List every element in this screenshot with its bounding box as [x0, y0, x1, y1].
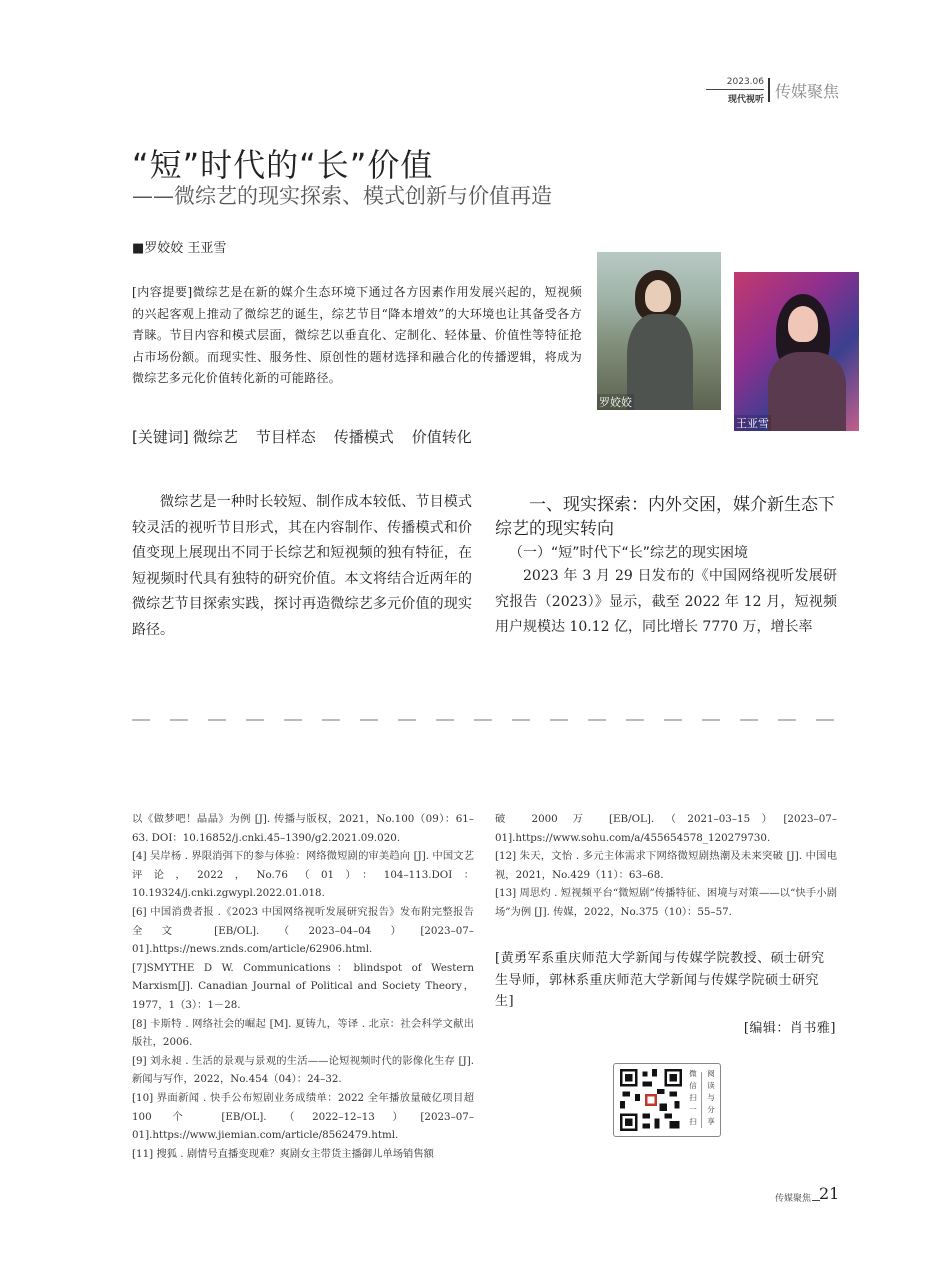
- editor-credit: [编辑：肖书雅]: [743, 1021, 836, 1036]
- reference-item: [6] 中国消费者报 .《2023 中国网络视听发展研究报告》发布附完整报告全文 [EB/OL].（2023–04–04）[2023–07–01].https://news.znds.com/article/62906.html.: [132, 905, 474, 956]
- author-line: ■罗姣姣 王亚雪: [132, 241, 227, 256]
- section-name: 传媒聚焦: [775, 82, 840, 101]
- reference-item: 破 2000 万 [EB/OL].（2021–03–15）[2023–07–01].https://www.sohu.com/a/455654578_120279730.: [495, 813, 837, 844]
- page-number: 21: [819, 1184, 840, 1203]
- portrait-scarf: [768, 352, 846, 431]
- header-rule: [706, 89, 764, 90]
- dashed-separator: [132, 712, 838, 728]
- reference-item: [8] 卡斯特 . 网络社会的崛起 [M]. 夏铸九，等译 . 北京：社会科学文献出版社，2006.: [132, 1017, 474, 1049]
- section-heading: 一、现实探索：内外交困，媒介新生态下综艺的现实转向: [495, 495, 835, 539]
- qr-caption-2: 阅 读 与 分 享: [707, 1069, 715, 1126]
- reference-item: [7]SMYTHE D W. Communications：blindspot of Western Marxism[J]. Canadian Journal of Political and Society Theory，1977，1（3）：1－28.: [132, 961, 474, 1011]
- portrait-face: [645, 280, 671, 312]
- references-right: [495, 810, 837, 922]
- qr-caption-1: 微 信 扫 一 扫: [689, 1069, 697, 1126]
- references-left: [132, 810, 474, 1163]
- reference-item: [11] 搜狐 . 剧情号直播变现难？爽剧女主带货主播御儿单场销售额: [132, 1147, 434, 1160]
- photo-caption-2: 王亚雪: [736, 417, 769, 430]
- keyword: 传播模式: [333, 428, 394, 446]
- magazine-name: 现代视听: [727, 95, 764, 105]
- author-photo-1: [597, 252, 721, 410]
- author-bio: [黄勇军系重庆师范大学新闻与传媒学院教授、硕士研究生导师，郭林系重庆师范大学新闻与传媒学院硕士研究生]: [495, 951, 825, 1009]
- reference-item: [13] 周思灼 . 短视频平台“微短剧”传播特征、困境与对策——以“快手小剧场”为例 [J]. 传媒，2022，No.375（10）：55–57.: [495, 887, 837, 918]
- portrait-coat: [627, 314, 693, 410]
- header-divider: [768, 78, 770, 102]
- issue-date: 2023.06: [726, 77, 764, 87]
- reference-item: [4] 吴岸杨 . 界限消弭下的参与体验：网络微短剧的审美趋向 [J]. 中国文艺评论，2022，No.76（01）：104–113.DOI：10.19324/j.cnki.zgwypl.2022.01.018.: [132, 850, 474, 900]
- keyword: 节目样态: [255, 428, 316, 446]
- reference-item: [10] 界面新闻 . 快手公布短剧业务成绩单：2022 全年播放量破亿项目超 100 个 [EB/OL].（2022–12–13）[2023–07–01].https://www.jiemian.com/article/8562479.html.: [132, 1091, 474, 1142]
- keyword: 微综艺: [192, 428, 238, 446]
- portrait-face: [788, 306, 818, 342]
- qr-code-icon: [620, 1069, 682, 1131]
- section-paragraph: 2023 年 3 月 29 日发布的《中国网络视听发展研究报告（2023）》显示，截至 2022 年 12 月，短视频用户规模达 10.12 亿，同比增长 7770 万，增长率: [495, 568, 837, 635]
- qr-divider: [701, 1072, 702, 1128]
- keyword: 价值转化: [411, 428, 472, 446]
- article-subtitle: ——微综艺的现实探索、模式创新与价值再造: [132, 184, 552, 208]
- intro-paragraph: 微综艺是一种时长较短、制作成本较低、节目模式较灵活的视听节目形式，其在内容制作、传播模式和价值变现上展现出不同于长综艺和短视频的独有特征，在短视频时代具有独特的研究价值。本文将结合近两年的微综艺节目探索实践，探讨再造微综艺多元价值的现实路径。: [132, 494, 472, 638]
- reference-item: [9] 刘永昶 . 生活的景观与景观的生活——论短视频时代的影像化生存 [J]. 新闻与写作，2022，No.454（04）：24–32.: [132, 1054, 474, 1086]
- abstract: [内容提要]微综艺是在新的媒介生态环境下通过各方因素作用发展兴起的，短视频的兴起客观上推动了微综艺的诞生，综艺节目“降本增效”的大环境也让其备受各方青睐。节目内容和模式层面，微综艺以垂直化、定制化、轻体量、价值性等特征抢占市场份额。而现实性、服务性、原创性的题材选择和融合化的传播逻辑，将成为微综艺多元化价值转化新的可能路径。: [132, 285, 582, 385]
- subsection-heading: （一）“短”时代下“长”综艺的现实困境: [509, 545, 749, 561]
- article-title: “短”时代的“长”价值: [132, 146, 434, 184]
- reference-item: [12] 朱天，文怡 . 多元主体需求下网络微短剧热潮及未来突破 [J]. 中国电视，2021，No.429（11）：63–68.: [495, 850, 837, 881]
- photo-caption-1: 罗姣姣: [599, 396, 632, 409]
- keywords-label: [关键词]: [132, 428, 189, 446]
- qr-code-box: [613, 1063, 721, 1137]
- author-photo-2: [734, 272, 859, 431]
- reference-item: 以《做梦吧！晶晶》为例 [J]. 传播与版权，2021，No.100（09）：61–63. DOI：10.16852/j.cnki.45–1390/g2.2021.09.020.: [132, 813, 474, 844]
- footer-section: 传媒聚焦: [775, 1194, 812, 1204]
- keywords: [132, 426, 490, 447]
